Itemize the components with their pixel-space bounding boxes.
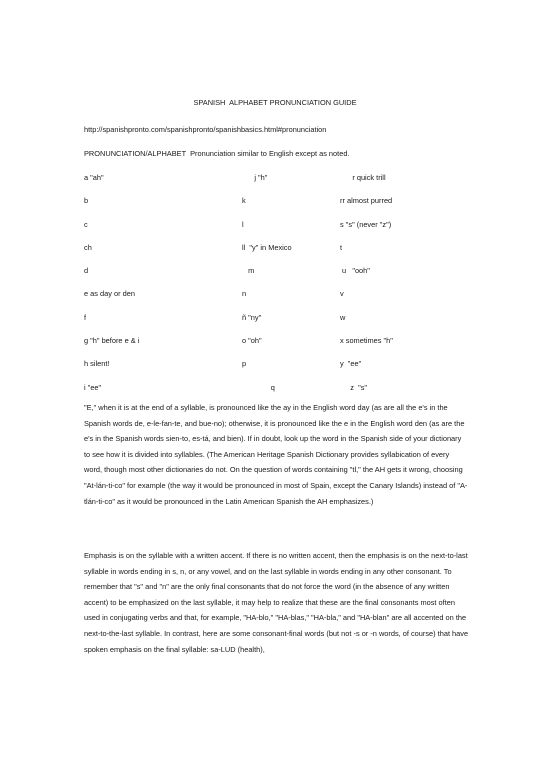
paragraph-text: "E," when it is at the end of a syllable, is pronounced like the ay in the English word day (as are all the e's in the Spanish words de, e-le-fan-te, and bue-no); otherwise, it is pronounced like the e in the English word den (as are the e's in the Spanish words sien-to, es-tá, and bien). If in doubt, look up the word in the Spanish side of your dictionary to see how it is divided into syllables. (The American Heritage Spanish Dictionary provides syllabication of every word, though most other dictionaries do not. On the question of words containing "tl," the AH gets it wrong, choosing "At-lán-ti-co" for example (the way it would be pronounced in most of Spain, except the Canary Islands) instead of "A-tlán-ti-co" as it would be pronounced in the Latin American Spanish the AH emphasizes.)	[84, 403, 468, 506]
alphabet-row	[84, 359, 464, 382]
alphabet-cell: u "ooh"	[340, 266, 370, 276]
alphabet-cell: d	[84, 266, 89, 276]
alphabet-cell: g "h" before e & i	[84, 336, 140, 346]
alphabet-cell: q	[242, 382, 275, 392]
alphabet-cell: ll "y" in Mexico	[242, 242, 292, 252]
alphabet-row	[84, 196, 464, 219]
alphabet-cell: ñ "ny"	[242, 312, 262, 322]
alphabet-cell: v	[340, 289, 344, 299]
alphabet-cell: rr almost purred	[340, 196, 393, 206]
alphabet-cell: ch	[84, 242, 92, 252]
alphabet-row	[84, 313, 464, 336]
alphabet-row	[84, 220, 464, 243]
alphabet-cell: o "oh"	[242, 336, 262, 346]
paragraph-e-pronunciation	[84, 400, 469, 509]
alphabet-row	[84, 336, 464, 359]
alphabet-cell: k	[242, 196, 246, 206]
alphabet-cell: w	[340, 312, 346, 322]
document-title: SPANISH ALPHABET PRONUNCIATION GUIDE	[193, 98, 357, 107]
alphabet-cell: h silent!	[84, 359, 110, 369]
alphabet-cell: i "ee"	[84, 382, 102, 392]
alphabet-row	[84, 266, 464, 289]
alphabet-cell: z "s"	[340, 382, 368, 392]
alphabet-cell: t	[340, 242, 343, 252]
alphabet-cell: s "s" (never "z")	[340, 219, 392, 229]
alphabet-row	[84, 243, 464, 266]
alphabet-cell: f	[84, 312, 87, 322]
paragraph-text: Emphasis is on the syllable with a written accent. If there is no written accent, then the emphasis is on the next-to-last syllable in words ending in s, n, or any vowel, and on the last syllable in words ending in any other consonant. To remember that "s" and "n" are the only final consonants that do not force the word (in the absence of any written accent) to be emphasized on the last syllable, it may help to realize that these are the final consonants most often used in conjugating verbs and that, for example, "HA-blo," "HA-blas," "HA-bla," and "HA-blan" are all accented on the next-to-the-last syllable. In contrast, here are some consonant-final words (but not -s or -n words, of course) that have spoken emphasis on the final syllable: sa-LUD (health),	[84, 551, 469, 654]
paragraph-emphasis	[84, 548, 469, 657]
alphabet-cell: b	[84, 196, 89, 206]
source-url[interactable]: http://spanishpronto.com/spanishpronto/spanishbasics.html#pronunciation	[84, 125, 327, 134]
alphabet-cell: p	[242, 359, 247, 369]
alphabet-grid	[84, 173, 464, 406]
alphabet-row	[84, 289, 464, 312]
alphabet-cell: j "h"	[242, 173, 268, 182]
intro-line: PRONUNCIATION/ALPHABET Pronunciation similar to English except as noted.	[84, 149, 350, 158]
alphabet-cell: a "ah"	[84, 173, 104, 182]
alphabet-cell: x sometimes "h"	[340, 336, 393, 346]
alphabet-cell: y "ee"	[340, 359, 362, 369]
alphabet-cell: c	[84, 219, 88, 229]
alphabet-cell: m	[242, 266, 255, 276]
alphabet-cell: r quick trill	[340, 173, 386, 182]
alphabet-row	[84, 173, 464, 196]
alphabet-cell: n	[242, 289, 247, 299]
alphabet-cell: l	[242, 219, 244, 229]
alphabet-cell: e as day or den	[84, 289, 135, 299]
